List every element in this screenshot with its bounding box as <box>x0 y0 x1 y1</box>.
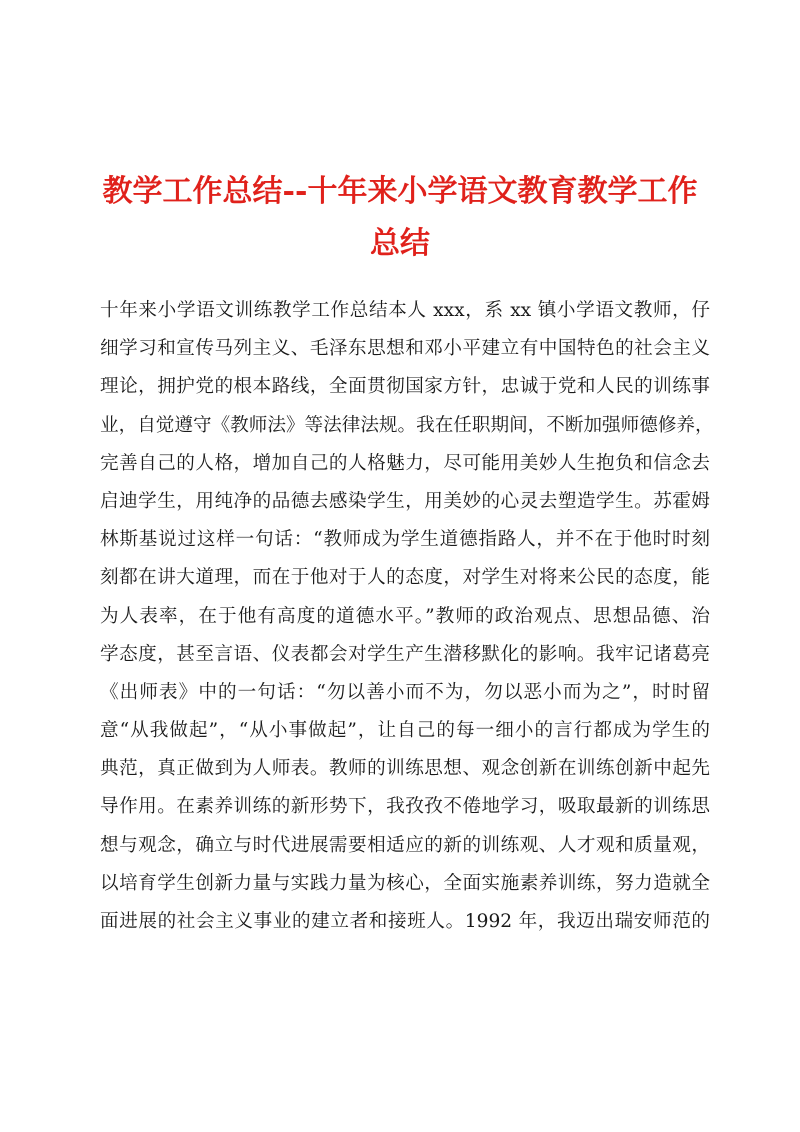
body-line: 十年来小学语文训练教学工作总结本人 xxx，系 xx 镇小学语文教师，仔 <box>100 300 710 321</box>
body-line: 业，自觉遵守《教师法》等法律法规。我在任职期间，不断加强师德修养， <box>100 414 714 436</box>
body-line: 以培育学生创新力量与实践力量为核心，全面实施素养训练，努力造就全 <box>100 872 710 894</box>
body-line: 为人表率，在于他有高度的道德水平。”教师的政治观点、思想品德、治 <box>100 605 710 627</box>
document-title-line: 教学工作总结--十年来小学语文教育教学工作 <box>102 174 698 209</box>
body-line: 林斯基说过这样一句话：“教师成为学生道德指路人，并不在于他时时刻 <box>100 529 710 551</box>
body-line: 刻都在讲大道理，而在于他对于人的态度，对学生对将来公民的态度，能 <box>100 567 710 589</box>
body-line: 导作用。在素养训练的新形势下，我孜孜不倦地学习，吸取最新的训练思 <box>100 796 710 818</box>
body-line: 典范，真正做到为人师表。教师的训练思想、观念创新在训练创新中起先 <box>100 758 710 780</box>
body-line: 启迪学生，用纯净的品德去感染学生，用美妙的心灵去塑造学生。苏霍姆 <box>100 490 710 512</box>
body-line: 《出师表》中的一句话：“勿以善小而不为，勿以恶小而为之”，时时留 <box>100 681 710 703</box>
document-title <box>90 166 710 270</box>
body-line: 意“从我做起”，“从小事做起”，让自己的每一细小的言行都成为学生的 <box>100 720 710 742</box>
document-body <box>100 292 714 941</box>
body-line: 完善自己的人格，增加自己的人格魅力，尽可能用美妙人生抱负和信念去 <box>100 452 710 474</box>
document-title-line: 总结 <box>370 226 430 261</box>
body-line: 理论，拥护党的根本路线，全面贯彻国家方针，忠诚于党和人民的训练事 <box>100 376 710 398</box>
body-line: 面进展的社会主义事业的建立者和接班人。1992 年，我迈出瑞安师范的 <box>100 911 710 932</box>
body-line: 细学习和宣传马列主义、毛泽东思想和邓小平建立有中国特色的社会主义 <box>100 338 710 360</box>
body-line: 想与观念，确立与时代进展需要相适应的新的训练观、人才观和质量观， <box>100 834 710 856</box>
body-line: 学态度，甚至言语、仪表都会对学生产生潜移默化的影响。我牢记诸葛亮 <box>100 643 710 665</box>
